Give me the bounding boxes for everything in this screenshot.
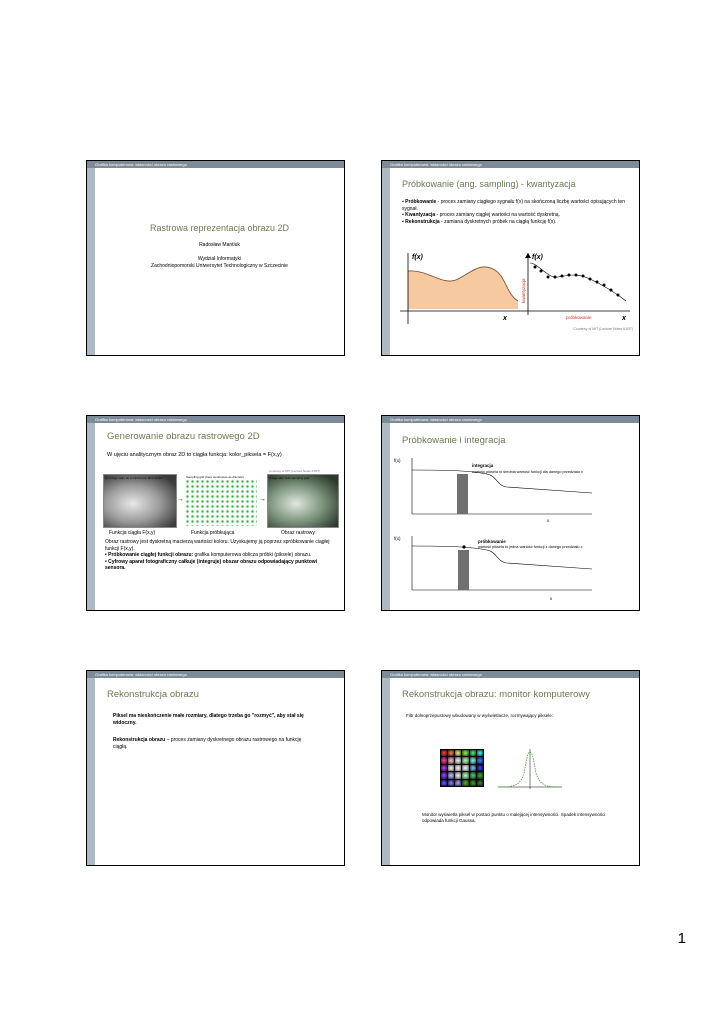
probkowanie-title: próbkowanie (478, 539, 506, 544)
x-label: x (503, 315, 507, 322)
gaussian-plot (494, 747, 564, 791)
author: Radosław Mantiuk (199, 242, 240, 248)
slide-title: Próbkowanie (ang. sampling) - kwantyzacja (402, 179, 576, 189)
paragraph-1: Obraz rastrowy jest dyskretną macierzą wartości koloru. Uzyskujemy ją poprzez spróbkowanie ciągłej funkcji F(x,y). (105, 539, 330, 552)
slide-1 (86, 160, 345, 356)
sample-point (462, 545, 465, 548)
slide-sidebar (382, 678, 390, 865)
caption-text: Monitor wyświetla piksel w postaci punktu o malejącej intensywności. Spadek intensywności odpowiada funkcji Gaussa. (422, 812, 606, 823)
bullet-list (402, 199, 632, 225)
integration-diagram (392, 454, 637, 604)
slide-sidebar (382, 168, 390, 355)
x2-label: x (622, 315, 626, 322)
paragraph-2: • Próbkowanie ciągłej funkcji obrazu: grafika komputerowa oblicza próbki (piksele) obrazu. (105, 552, 312, 558)
slide-5 (86, 670, 345, 866)
fx1-label: f(x) (394, 458, 401, 463)
sampling-diagram (398, 249, 636, 327)
intro-text: Filtr dolnoprzepustowy wbudowany w wyświetlacze, rozmywający piksele: (406, 713, 554, 718)
slide-header: Grafika komputerowa: własności obrazu rastrowego (87, 671, 344, 678)
slide-header: Grafika komputerowa: własności obrazu rastrowego (87, 161, 344, 168)
arrow-icon: → (259, 496, 266, 503)
paragraph-3: • Cyfrowy aparat fotograficzny całkuje (integruje) obszar obrazu odpowiadający punktowi sensora. (105, 558, 318, 571)
image1-caption: An image seen as a continuous 2D function (105, 476, 163, 480)
paragraph-2: Rekonstrukcja obrazu – proces zamiany dyskretnego obrazu rastrowego na funkcję ciągłą. (113, 737, 302, 750)
label-continuous: Funkcja ciągła F(x,y) (109, 530, 156, 536)
slide-title: Rekonstrukcja obrazu (107, 689, 199, 700)
integracja-title: integracja (472, 463, 494, 468)
arrow-icon: → (177, 496, 184, 503)
fx-label: f(x) (412, 254, 423, 261)
bullet-rekonstrukcja: ▪ Rekonstrukcja - zamiana dyskretnych próbek na ciągłą funkcję f(x). (402, 218, 557, 225)
slide-title: Rastrowa reprezentacja obrazu 2D (149, 223, 290, 233)
kwantyzacja-label: kwantyzacja (521, 278, 526, 303)
courtesy-note: Courtesy of MIT (Lecture Notes 6.837) (573, 327, 633, 331)
slide-sidebar (87, 678, 95, 865)
bullet-kwantyzacja: ▪ Kwantyzacja - proces zamiany ciągłej wartości na wartość dyskretną. (402, 212, 560, 218)
image-sampling-grid (185, 474, 257, 526)
courtesy-note: Courtesy of MIT (Lecture Notes 6.837) (269, 469, 321, 473)
slide-sidebar (87, 168, 95, 355)
slide-3 (86, 415, 345, 611)
sampled-curve (530, 263, 626, 301)
slide-title: Generowanie obrazu rastrowego 2D (107, 431, 260, 442)
function-curve-2 (412, 546, 592, 569)
slide-header: Grafika komputerowa: własności obrazu rastrowego (382, 161, 639, 168)
bullet-probkowanie: ▪ Próbkowanie - proces zamiany ciągłego sygnału f(x) na skończoną liczbę wartości opisujących ten sygnał. (402, 199, 625, 212)
pixel-grid-image (440, 749, 484, 787)
paragraph-1: Piksel ma nieskończenie małe rozmiary, dlatego trzeba go "rozmyć", aby stał się widoczny. (113, 713, 304, 726)
slide-sidebar (382, 423, 390, 610)
image-raster (267, 474, 339, 528)
university: Zachodniopomorski Uniwersytet Technologiczny w Szczecinie (151, 263, 288, 269)
x2-label: x (550, 596, 553, 601)
image2-caption: Sampling grid (here continuous as discrete) (185, 474, 257, 480)
body-text (105, 539, 335, 572)
x1-label: x (547, 518, 550, 523)
slide-header: Grafika komputerowa: własności obrazu rastrowego (87, 416, 344, 423)
fx2-label: f(x) (394, 536, 401, 541)
slide-header: Grafika komputerowa: własności obrazu rastrowego (382, 671, 639, 678)
image3-caption: Image after bulk sampling grid (269, 476, 310, 480)
slide-sidebar (87, 423, 95, 610)
probkowanie-label: próbkowanie (566, 315, 592, 320)
slide-2 (381, 160, 640, 356)
department: Wydział Informatyki (197, 256, 242, 262)
slide-header: Grafika komputerowa: własności obrazu rastrowego (382, 416, 639, 423)
slide-6 (381, 670, 640, 866)
slide-title: Próbkowanie i integracja (402, 435, 506, 446)
intro-text: W ujęciu analitycznym obraz 2D to ciągła funkcja: kolor_piksela = F(x,y) (107, 452, 282, 458)
label-sampling: Funkcja próbkująca (191, 530, 235, 536)
sample-points (534, 266, 620, 297)
slide-4 (381, 415, 640, 611)
page-number: 1 (677, 930, 686, 947)
integracja-text: wartość piksela to średnia wartość funkcji dla danego przedziału x (472, 470, 583, 474)
slide-title: Rekonstrukcja obrazu: monitor komputerowy (402, 689, 590, 700)
fx2-label: f(x) (532, 254, 543, 261)
image-continuous (103, 474, 177, 528)
sampling-bar (458, 550, 469, 590)
probkowanie-text: wartość piksela to jedna wartość funkcji z danego przedziału x (478, 545, 583, 549)
integration-bar (457, 474, 468, 514)
label-raster: Obraz rastrowy (281, 530, 315, 536)
